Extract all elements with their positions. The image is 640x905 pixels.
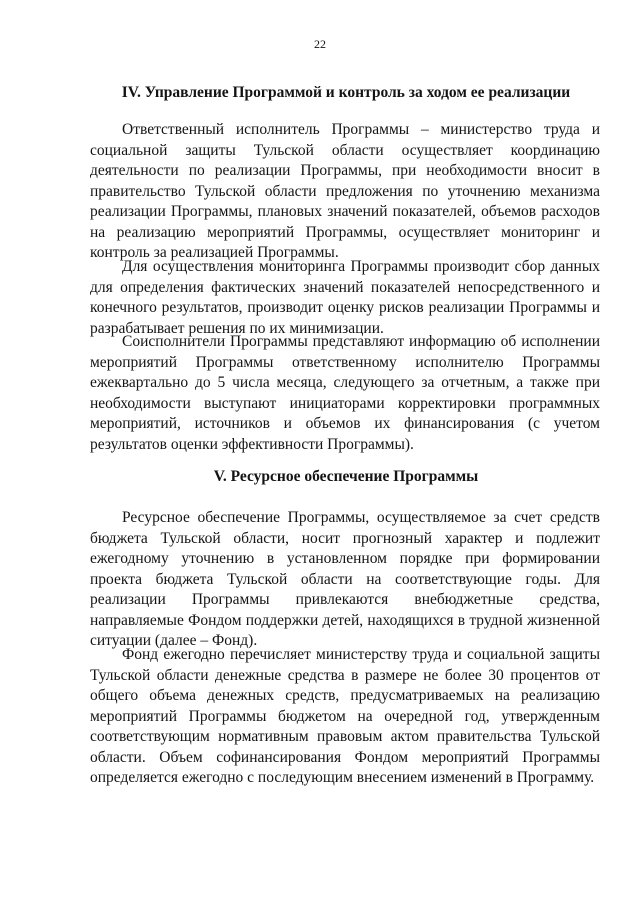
section-5-paragraph: Ресурсное обеспечение Программы, осуществляемое за счет средств бюджета Тульской области, носит прогнозный характер и подлежит ежегодному уточнению в установленном порядке при формировании проекта бюджета Тульской области на соответствующие годы. Для реализации Программы привлекаются внебюджетные средства, направляемые Фондом поддержки детей, находящихся в трудной жизненной ситуации (далее – Фонд). (90, 509, 600, 649)
page-number: 22 (314, 37, 326, 51)
section-5-title: V. Ресурсное обеспечение Программы (213, 468, 479, 485)
section-4-paragraph: Для осуществления мониторинга Программы производит сбор данных для определения фактических значений показателей непосредственного и конечного результатов, производит оценку рисков реализации Программы и разрабатывает решения по их минимизации. (90, 258, 600, 337)
section-4-paragraph: Соисполнители Программы представляют информацию об исполнении мероприятий Программы ответственному исполнителю Программы ежеквартально до 5 числа месяца, следующего за отчетным, а также при необходимости выступают инициаторами корректировки программных мероприятий, источников и объемов их финансирования (с учетом результатов оценки эффективности Программы). (90, 333, 600, 453)
section-5-paragraph: Фонд ежегодно перечисляет министерству труда и социальной защиты Тульской области денежные средства в размере не более 30 процентов от общего объема денежных средств, предусматриваемых на реализацию мероприятий Программы бюджетом на очередной год, утвержденным соответствующим нормативным правовым актом правительства Тульской области. Объем софинансирования Фондом мероприятий Программы определяется ежегодно с последующим внесением изменений в Программу. (90, 646, 600, 786)
section-4-title: IV. Управление Программой и контроль за ходом ее реализации (121, 84, 571, 101)
section-4-paragraph: Ответственный исполнитель Программы – министерство труда и социальной защиты Тульской области осуществляет координацию деятельности по реализации Программы, при необходимости вносит в правительство Тульской области предложения по уточнению механизма реализации Программы, плановых значений показателей, объемов расходов на реализацию мероприятий Программы, осуществляет мониторинг и контроль за реализацией Программы. (90, 121, 600, 261)
